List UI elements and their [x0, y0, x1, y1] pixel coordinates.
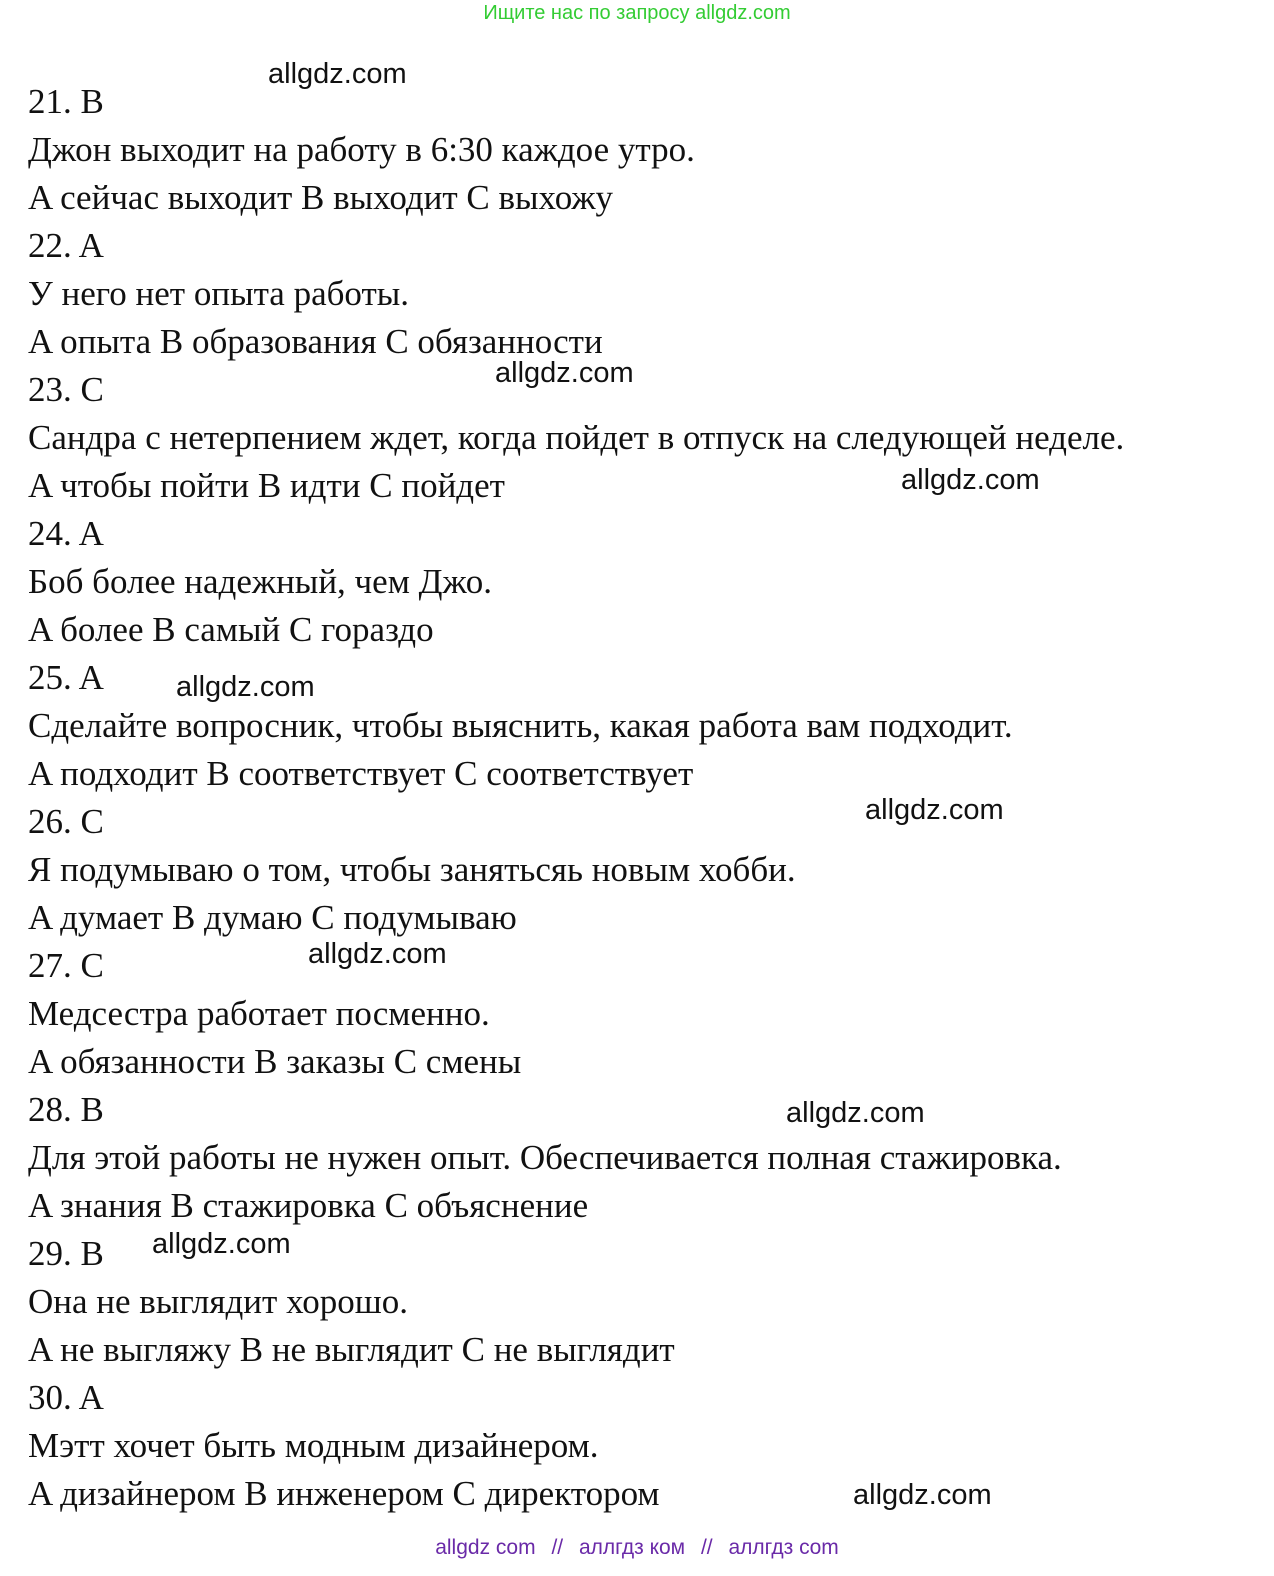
answer-item-21 — [28, 78, 1268, 222]
answer-sentence: Для этой работы не нужен опыт. Обеспечивается полная стажировка. — [28, 1138, 1062, 1177]
answer-options: A не выгляжу B не выглядит C не выглядит — [28, 1330, 675, 1369]
answer-options: A чтобы пойти B идти C пойдет — [28, 466, 505, 505]
answer-options: A более B самый C гораздо — [28, 610, 434, 649]
answer-number: 26. C — [28, 802, 104, 841]
watermark: allgdz.com — [268, 58, 407, 90]
answer-options: A думает B думаю C подумываю — [28, 898, 517, 937]
answer-item-30 — [28, 1374, 1268, 1518]
footer-link-3: аллгдз com — [728, 1536, 839, 1559]
answer-options: A сейчас выходит B выходит C выхожу — [28, 178, 614, 217]
answer-options: A обязанности B заказы C смены — [28, 1042, 522, 1081]
watermark: allgdz.com — [308, 938, 447, 970]
answer-item-22 — [28, 222, 1268, 366]
answer-sentence: Медсестра работает посменно. — [28, 994, 490, 1033]
footer — [0, 1536, 1274, 1560]
answer-sentence: Боб более надежный, чем Джо. — [28, 562, 493, 601]
answer-sentence: У него нет опыта работы. — [28, 274, 410, 313]
answer-options: A опыта B образования C обязанности — [28, 322, 603, 361]
answer-item-24 — [28, 510, 1268, 654]
answer-sentence: Мэтт хочет быть модным дизайнером. — [28, 1426, 599, 1465]
watermark: allgdz.com — [853, 1479, 992, 1511]
answer-number: 25. A — [28, 658, 104, 697]
answer-number: 28. B — [28, 1090, 104, 1129]
answers-list — [28, 78, 1268, 1518]
answer-item-28 — [28, 1086, 1268, 1230]
footer-separator: // — [551, 1536, 564, 1559]
answer-sentence: Я подумываю о том, чтобы занятьсяь новым хобби. — [28, 850, 796, 889]
top-banner: Ищите нас по запросу allgdz.com — [483, 2, 791, 24]
answer-number: 21. B — [28, 82, 104, 121]
watermark: allgdz.com — [152, 1228, 291, 1260]
answer-item-23 — [28, 366, 1268, 510]
answer-options: A знания B стажировка C объяснение — [28, 1186, 589, 1225]
answer-number: 29. B — [28, 1234, 104, 1273]
answer-sentence: Она не выглядит хорошо. — [28, 1282, 408, 1321]
answer-options: A дизайнером B инженером C директором — [28, 1474, 660, 1513]
footer-link-1: allgdz com — [435, 1536, 536, 1559]
watermark: allgdz.com — [865, 794, 1004, 826]
footer-separator: // — [700, 1536, 713, 1559]
answer-sentence: Сделайте вопросник, чтобы выяснить, какая работа вам подходит. — [28, 706, 1013, 745]
watermark: allgdz.com — [901, 464, 1040, 496]
answer-options: A подходит B соответствует C соответствует — [28, 754, 694, 793]
answer-item-27 — [28, 942, 1268, 1086]
answer-sentence: Джон выходит на работу в 6:30 каждое утро. — [28, 130, 695, 169]
answer-number: 22. A — [28, 226, 104, 265]
answer-number: 24. A — [28, 514, 104, 553]
answer-number: 30. A — [28, 1378, 104, 1417]
watermark: allgdz.com — [176, 671, 315, 703]
watermark: allgdz.com — [786, 1097, 925, 1129]
answer-sentence: Сандра с нетерпением ждет, когда пойдет в отпуск на следующей неделе. — [28, 418, 1125, 457]
watermark: allgdz.com — [495, 357, 634, 389]
answer-number: 23. C — [28, 370, 104, 409]
answer-item-26 — [28, 798, 1268, 942]
answer-number: 27. C — [28, 946, 104, 985]
footer-link-2: аллгдз ком — [578, 1536, 686, 1559]
